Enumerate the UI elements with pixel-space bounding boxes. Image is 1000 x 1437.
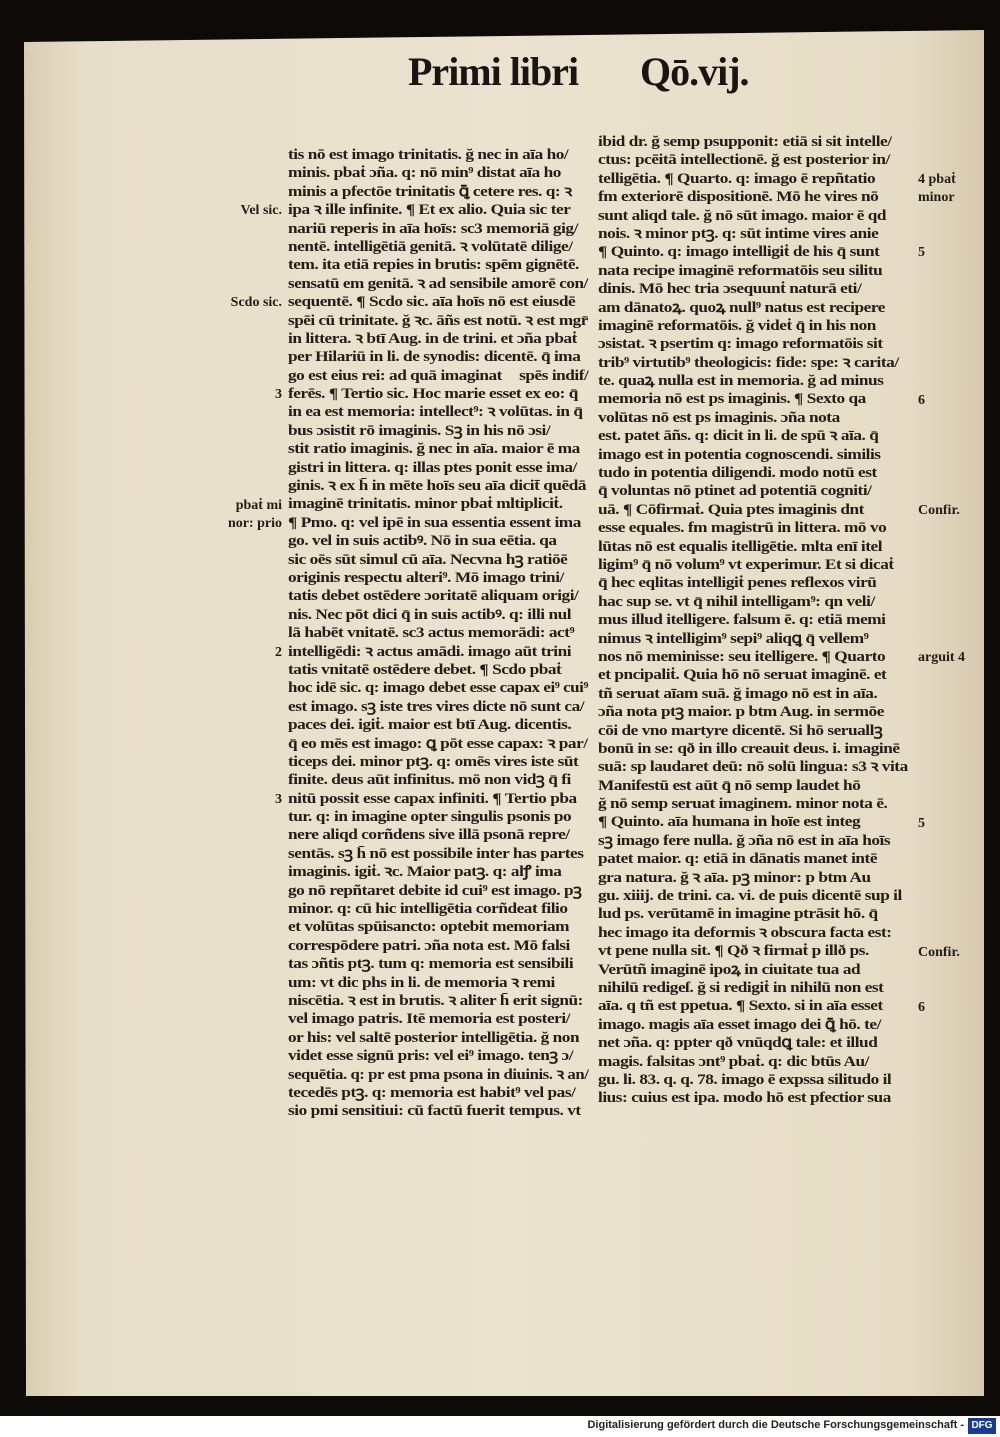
text-line: minor. q: cū hic intelligētia corñdeat filio <box>288 901 568 918</box>
text-line: nentē. intelligētiā genitā. ꝛ volūtatē dilige/ <box>288 238 573 255</box>
text-line: est imago. sꝫ iste tres vires dicte nō sunt ca/ <box>288 698 585 715</box>
text-line: originis respectu alteri⁹. Mō imago trini/ <box>288 569 564 586</box>
text-line: nata recipe imaginē reformatōis seu silitu <box>598 262 883 279</box>
text-line: et pncipaliṫ. Quia hō nō seruat imaginē. et <box>598 667 887 684</box>
text-line: go. vel in suis actibꝰ. Nō in sua eētia. qa <box>288 533 557 550</box>
text-line: patet maior. q: etiā in dānatis manet intē <box>598 851 878 868</box>
text-line: ¶ Quinto. q: imago intelligiṫ de his q̄ sunt <box>598 244 880 261</box>
text-line: gistri in littera. q: illas ptes ponit esse ima/ <box>288 459 577 476</box>
text-line: aīa. q tñ est ppetua. ¶ Sexto. si in aīa esset <box>598 998 883 1015</box>
text-line: niscētia. ꝛ est in brutis. ꝛ aliter h̄ erit signū: <box>288 992 583 1009</box>
text-line: sunt aliqd tale. ğ nō sūt imago. maior ē qd <box>598 207 887 224</box>
text-line: ticeps dei. minor ptꝫ. q: omēs vires iste sūt <box>288 753 579 770</box>
text-line: nitū possit esse capax infiniti. ¶ Tertio pba <box>288 790 577 807</box>
margin-note: Confir. <box>918 503 960 518</box>
text-line: nariū reperis in aīa hoīs: sc3 memoriā gig/ <box>288 220 578 237</box>
text-line: tudo in potentia diligendi. modo notū est <box>598 465 877 482</box>
text-line: gu. xiiij. de trini. ca. vi. de puis dicentē sup il <box>598 888 902 905</box>
margin-note: 3 <box>275 387 282 403</box>
text-line: bus ɔsistit rō imaginis. Sꝫ in his nō ɔsi/ <box>288 422 551 439</box>
text-line: intelligēdi: ꝛ actus amādi. imago aūt trini <box>288 643 572 660</box>
text-line: tatis debet ostēdere ɔoritatē aliquam origi/ <box>288 588 579 605</box>
text-line: te. quaꝝ nulla est in memoria. ğ ad minus <box>598 373 884 390</box>
text-line: hec imago ita deformis ꝛ obscura facta est: <box>598 924 892 941</box>
text-line: imaginis. igiṫ. ꝛc. Maior patꝫ. q: alꝭ ima <box>288 864 562 881</box>
margin-note: Scdo sic. <box>230 295 282 311</box>
running-head-question: Qō.vij. <box>640 49 749 94</box>
text-line: tñ seruat aīam suā. ğ imago nō est in aīa. <box>598 685 878 702</box>
dfg-logo: DFG <box>968 1418 996 1434</box>
text-line: hac sup se. vt q̄ nihil intelligam⁹: qn veli/ <box>598 593 875 610</box>
text-line: ctus: pcēitā intellectionē. ğ est posterior in/ <box>598 152 890 169</box>
text-line: nos nō meminisse: seu itelligere. ¶ Quarto <box>598 648 886 665</box>
text-line: Manifestū est aūt q̄ nō semp laudet hō <box>598 777 861 794</box>
text-line: lius: cuius est ipa. modo hō est pfectior sua <box>598 1090 891 1107</box>
text-line: sio pmi sensitiui: cū factū fuerit tempus. vt <box>288 1103 581 1120</box>
text-line: hoc idē sic. q: imago debet esse capax ei⁹ cui⁹ <box>288 680 589 697</box>
text-line: imaginē trinitatis. minor pbaṫ mltipliciṫ. <box>288 496 563 513</box>
text-line: in littera. ꝛ btī Aug. in de trini. et ɔña pbaṫ <box>288 330 577 347</box>
text-line: sꝫ imago fere nulla. ğ ɔña nō est in aīa hoīs <box>598 832 891 849</box>
text-line: dinis. Mō hec tria ɔsequunṫ naturā eti/ <box>598 281 862 298</box>
margin-note: Vel sic. <box>240 203 282 219</box>
text-line: am dānatoꝝ. quoꝝ null⁹ natus est recipere <box>598 299 885 316</box>
text-line: go est eius rei: ad quā imaginatᷓ spēs indif/ <box>288 367 589 384</box>
running-head <box>0 48 1000 108</box>
text-line: nois. ꝛ minor ptꝫ. q: sūt intime vires anie <box>598 225 879 242</box>
text-line: nis. Nec pōt dici q̄ in suis actibꝰ. q: illi nul <box>288 606 572 623</box>
text-line: imago. magis aīa esset imago dei ꝗ̄ hō. te/ <box>598 1016 881 1033</box>
text-line: trib⁹ virtutib⁹ theologicis: fide: spe: ꝛ carita/ <box>598 354 899 371</box>
margin-note: 6 <box>918 999 925 1015</box>
margin-note: 2 <box>275 644 282 660</box>
text-line: tem. ita etiā repies in brutis: spēm gignētē. <box>288 257 579 274</box>
text-line: videt esse signū pris: vel ei⁹ imago. tenꝫ ɔ/ <box>288 1048 574 1065</box>
margin-note: 5 <box>918 245 925 261</box>
text-line: ginis. ꝛ ex h̄ in mēte hoīs seu aīa dicit̄ quēdā <box>288 478 587 495</box>
text-line: gra natura. ğ ꝛ aīa. pꝫ minor: p btm Au <box>598 869 871 886</box>
text-line: ɔsistat. ꝛ psertim q: imago reformatōis sit <box>598 336 883 353</box>
text-line: sic oēs sūt simul cū aīa. Necvna hꝫ ratiōē <box>288 551 568 568</box>
text-line: tecedēs ptꝫ. q: memoria est habit⁹ vel pas/ <box>288 1084 576 1101</box>
text-line: bonū in se: qð in illo creauit deus. i. imaginē <box>598 740 900 757</box>
text-line: q̄ eo mēs est imago: ꝗ pōt esse capax: ꝛ par/ <box>288 735 588 752</box>
margin-note: 5 <box>918 815 925 831</box>
margin-note: 4 pbaṫ <box>918 171 956 187</box>
text-line: gu. li. 83. q. q. 78. imago ē expssa silitudo il <box>598 1071 892 1088</box>
text-line: q̄ voluntas nō ptinet ad potentiā cogniti/ <box>598 483 872 500</box>
margin-note: Confir. <box>918 944 960 960</box>
text-line: est. patet āñs. q: dicit in li. de spū ꝛ aīa. q̄ <box>598 428 879 445</box>
text-line: volūtas nō est ps imaginis. ɔña nota <box>598 409 840 426</box>
text-line: suā: sp laudaret deū: nō solū lingua: s3 ꝛ vita <box>598 759 908 776</box>
running-head-title: Primi libri <box>408 49 579 94</box>
text-line: sequētia. q: pr est pma psona in diuinis. ꝛ an/ <box>288 1066 589 1083</box>
text-line: per Hilariū in li. de synodis: dicentē. q̄ ima <box>288 349 581 366</box>
left-text-column <box>288 146 588 1121</box>
text-line: memoria nō est ps imaginis. ¶ Sexto qa <box>598 391 866 408</box>
margin-note: arguit 4 <box>918 650 966 666</box>
text-line: sequentē. ¶ Scdo sic. aīa hoīs nō est eiusdē <box>288 294 576 311</box>
text-line: ¶ Quinto. aīa humana in hoīe est integ <box>598 814 861 831</box>
text-line: ğ nō semp seruat imaginem. minor nota ē. <box>598 796 888 813</box>
text-line: finite. deus aūt infinitus. mō non vidꝫ q̄ fi <box>288 772 571 789</box>
text-line: nimus ꝛ intelligim⁹ sepi⁹ aliqꝗ q̄ vellem⁹ <box>598 630 869 647</box>
text-line: ferēs. ¶ Tertio sic. Hoc marie esset ex eo: q̄ <box>288 386 578 403</box>
text-line: in ea est memoria: intellect⁹: ꝛ volūtas. in q̄ <box>288 404 583 421</box>
text-line: lud ps. verūtamē in imagine ptrāsit hō. q̄ <box>598 906 878 923</box>
text-line: lūtas nō est equalis itelligētie. mlta enī itel <box>598 538 883 555</box>
text-line: ¶ Pmo. q: vel ipē in sua essentia essent ima <box>288 514 581 531</box>
text-line: tur. q: in imagine opter singulis psonis po <box>288 809 572 826</box>
text-line: minis a pfectōe trinitatis ꝗ̄ cetere res. q: ꝛ <box>288 183 572 200</box>
text-line: or his: vel saltē posterior intelligētia. ğ non <box>288 1029 580 1046</box>
text-line: tis nō est imago trinitatis. ğ nec in aīa ho/ <box>288 147 569 163</box>
margin-note: pbaṫ mi <box>235 497 282 513</box>
text-line: ɔña nota ptꝫ maior. p btm Aug. in sermōe <box>598 704 884 721</box>
text-line: nihilū redigeſ. ğ si redigiṫ in nihilū non est <box>598 979 884 996</box>
text-line: uā. ¶ Cōfirmaṫ. Quia ptes imaginis dnt <box>598 501 864 518</box>
text-line: mus illud itelligere. falsum ē. q: etiā memi <box>598 612 886 629</box>
text-line: net ɔña. q: ppter qð vnūqdꝗ tale: et illud <box>598 1035 878 1052</box>
text-line: esse equales. fm magistrū in littera. mō vo <box>598 520 887 537</box>
margin-note: nor: prio <box>227 516 282 531</box>
text-line: minis. pbaṫ ɔña. q: nō min⁹ distat aīa ho <box>288 165 561 182</box>
text-line: correspōdere patri. ɔña nota est. Mō falsi <box>288 937 570 954</box>
text-line: et volūtas spūisancto: optebit memoriam <box>288 919 570 936</box>
text-line: nere aliqd corñdens sive illā psonā repre/ <box>288 827 570 844</box>
text-line: q̄ hec eqlitas intelligiṫ penes reflexos virū <box>598 575 877 592</box>
text-line: telligētia. ¶ Quarto. q: imago ē repñtatio <box>598 170 876 187</box>
text-line: sensatū em genitā. ꝛ ad sensibile amorē con/ <box>288 275 588 292</box>
text-line: tatis vnitatē ostēdere debet. ¶ Scdo pbaṫ <box>288 661 562 678</box>
text-line: sentās. sꝫ h̄ nō est possibile inter has partes <box>288 845 584 862</box>
margin-note: minor <box>918 190 955 206</box>
text-line: ibid dr. ğ semp psupponit: etiā si sit intelle/ <box>598 134 892 150</box>
margin-note: 6 <box>918 392 925 408</box>
text-line: vt pene nulla sit. ¶ Qð ꝛ firmaṫ p illð ps. <box>598 943 869 960</box>
text-line: Verūtñ imaginē ipoꝝ in ciuitate tua ad <box>598 961 861 978</box>
funding-notice: Digitalisierung gefördert durch die Deutsche Forschungsgemeinschaft - <box>587 1419 964 1431</box>
text-line: imaginē reformatōis. ğ videṫ q̄ in his non <box>598 317 876 334</box>
text-line: vel imago patris. Itē memoria est posteri/ <box>288 1011 571 1028</box>
text-line: ligim⁹ q̄ nō volum⁹ vt experimur. Et si dicaṫ <box>598 556 894 573</box>
text-line: um: vt dic phs in li. de memoria ꝛ remi <box>288 974 555 991</box>
text-line: cōi de vno martyre dicentē. Si hō seruallꝫ <box>598 722 883 739</box>
right-text-column <box>598 133 912 1108</box>
text-line: go nō repñtaret debite id cui⁹ est imago. pꝫ <box>288 882 582 899</box>
text-line: imago est in potentia cognoscendi. similis <box>598 446 881 463</box>
text-line: tas ɔñtis ptꝫ. tum q: memoria est sensibili <box>288 956 574 973</box>
margin-note: 3 <box>275 792 282 807</box>
text-line: paces dei. igiṫ. maior est btī Aug. dicentis. <box>288 717 572 734</box>
text-line: fm exteriorē dispositionē. Mō he vires nō <box>598 189 879 206</box>
text-line: ipa ꝛ ille infinite. ¶ Et ex alio. Quia sic ter <box>288 202 571 219</box>
text-line: stit ratio imaginis. ğ nec in aīa. maior ē ma <box>288 441 580 458</box>
text-line: spēi cū trinitate. ğ ꝛc. āñs est notū. ꝛ est mgr̄ <box>288 312 588 329</box>
text-line: lā habēt vnitatē. sc3 actus memorādi: act⁹ <box>288 625 575 642</box>
footer-bar <box>0 1416 1000 1437</box>
text-line: magis. falsitas ɔnt⁹ pbaṫ. q: dic btūs Au/ <box>598 1053 870 1070</box>
